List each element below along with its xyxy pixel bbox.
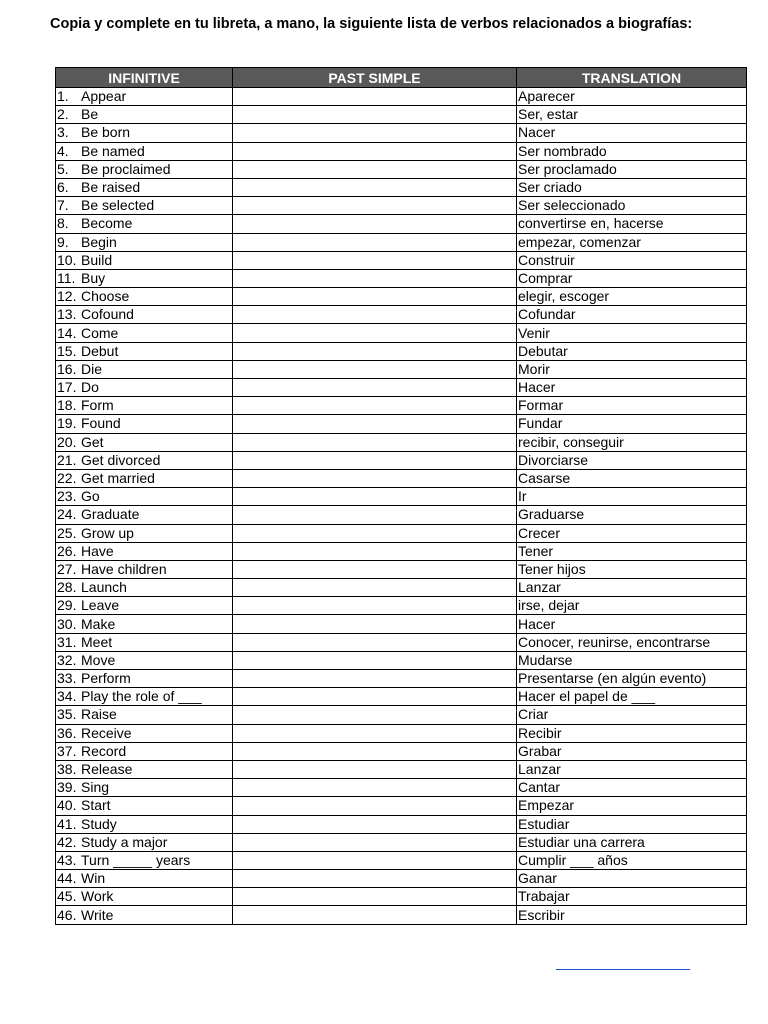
translation-cell: Grabar: [517, 742, 747, 760]
past-simple-cell: [233, 688, 517, 706]
row-number: 7.: [57, 197, 69, 214]
table-row: [56, 542, 747, 560]
table-row: [56, 615, 747, 633]
table-row: [56, 324, 747, 342]
row-number: 8.: [57, 215, 69, 232]
row-number: 32.: [57, 651, 77, 668]
row-number: 15.: [57, 342, 77, 359]
table-row: [56, 651, 747, 669]
infinitive-text: Be named: [81, 142, 145, 159]
row-number: 44.: [57, 870, 77, 887]
infinitive-text: Write: [81, 906, 114, 923]
infinitive-text: Make: [81, 615, 116, 632]
row-number: 19.: [57, 415, 77, 432]
past-simple-cell: [233, 142, 517, 160]
past-simple-cell: [233, 760, 517, 778]
translation-cell: Fundar: [517, 415, 747, 433]
table-row: [56, 670, 747, 688]
translation-cell: Aparecer: [517, 88, 747, 106]
past-simple-cell: [233, 469, 517, 487]
past-simple-cell: [233, 360, 517, 378]
infinitive-text: Start: [81, 797, 111, 814]
infinitive-cell: [56, 160, 233, 178]
header-translation: TRANSLATION: [517, 68, 747, 88]
row-number: 34.: [57, 688, 77, 705]
past-simple-cell: [233, 251, 517, 269]
table-row: [56, 906, 747, 924]
past-simple-cell: [233, 797, 517, 815]
past-simple-cell: [233, 288, 517, 306]
past-simple-cell: [233, 742, 517, 760]
infinitive-text: Leave: [81, 597, 120, 614]
infinitive-text: Do: [81, 379, 99, 396]
past-simple-cell: [233, 706, 517, 724]
translation-cell: Debutar: [517, 342, 747, 360]
table-row: [56, 142, 747, 160]
translation-cell: Trabajar: [517, 888, 747, 906]
row-number: 17.: [57, 379, 77, 396]
row-number: 24.: [57, 506, 77, 523]
row-number: 30.: [57, 615, 77, 632]
infinitive-cell: [56, 88, 233, 106]
table-row: [56, 560, 747, 578]
row-number: 9.: [57, 233, 69, 250]
infinitive-cell: [56, 706, 233, 724]
infinitive-text: Record: [81, 742, 127, 759]
past-simple-cell: [233, 597, 517, 615]
infinitive-cell: [56, 542, 233, 560]
infinitive-text: Debut: [81, 342, 119, 359]
translation-cell: Crecer: [517, 524, 747, 542]
row-number: 37.: [57, 742, 77, 759]
past-simple-cell: [233, 197, 517, 215]
instructions-text: Copia y complete en tu libreta, a mano, la siguiente lista de verbos relacionados a biografías:: [50, 16, 693, 32]
infinitive-cell: [56, 324, 233, 342]
infinitive-text: Move: [81, 651, 116, 668]
infinitive-text: Get married: [81, 470, 155, 487]
infinitive-text: Cofound: [81, 306, 134, 323]
infinitive-text: Study a major: [81, 833, 168, 850]
row-number: 28.: [57, 579, 77, 596]
infinitive-cell: [56, 651, 233, 669]
table-row: [56, 888, 747, 906]
past-simple-cell: [233, 506, 517, 524]
translation-cell: Hacer: [517, 615, 747, 633]
infinitive-cell: [56, 342, 233, 360]
past-simple-cell: [233, 106, 517, 124]
translation-cell: Empezar: [517, 797, 747, 815]
infinitive-text: Be selected: [81, 197, 155, 214]
table-row: [56, 251, 747, 269]
infinitive-cell: [56, 742, 233, 760]
row-number: 3.: [57, 124, 69, 141]
past-simple-cell: [233, 615, 517, 633]
past-simple-cell: [233, 906, 517, 924]
table-row: [56, 215, 747, 233]
translation-cell: Escribir: [517, 906, 747, 924]
infinitive-cell: [56, 906, 233, 924]
infinitive-cell: [56, 760, 233, 778]
row-number: 23.: [57, 488, 77, 505]
footer-link-underline[interactable]: [556, 969, 690, 970]
row-number: 40.: [57, 797, 77, 814]
infinitive-cell: [56, 506, 233, 524]
translation-cell: Estudiar: [517, 815, 747, 833]
infinitive-cell: [56, 433, 233, 451]
infinitive-text: Begin: [81, 233, 117, 250]
table-row: [56, 524, 747, 542]
infinitive-text: Buy: [81, 269, 106, 286]
table-row: [56, 269, 747, 287]
translation-cell: Morir: [517, 360, 747, 378]
past-simple-cell: [233, 178, 517, 196]
infinitive-text: Grow up: [81, 524, 134, 541]
row-number: 12.: [57, 288, 77, 305]
table-row: [56, 797, 747, 815]
row-number: 21.: [57, 451, 77, 468]
row-number: 2.: [57, 106, 69, 123]
table-row: [56, 579, 747, 597]
past-simple-cell: [233, 233, 517, 251]
table-row: [56, 488, 747, 506]
infinitive-text: Get: [81, 433, 104, 450]
table-row: [56, 870, 747, 888]
infinitive-text: Perform: [81, 670, 131, 687]
infinitive-cell: [56, 469, 233, 487]
verb-table: [55, 67, 747, 925]
translation-cell: Conocer, reunirse, encontrarse: [517, 633, 747, 651]
infinitive-cell: [56, 215, 233, 233]
past-simple-cell: [233, 724, 517, 742]
infinitive-text: Be raised: [81, 179, 141, 196]
row-number: 31.: [57, 633, 77, 650]
past-simple-cell: [233, 433, 517, 451]
past-simple-cell: [233, 651, 517, 669]
translation-cell: Nacer: [517, 124, 747, 142]
translation-cell: convertirse en, hacerse: [517, 215, 747, 233]
table-row: [56, 360, 747, 378]
row-number: 13.: [57, 306, 77, 323]
infinitive-cell: [56, 306, 233, 324]
past-simple-cell: [233, 215, 517, 233]
translation-cell: Recibir: [517, 724, 747, 742]
infinitive-text: Graduate: [81, 506, 140, 523]
infinitive-text: Be proclaimed: [81, 160, 171, 177]
infinitive-cell: [56, 178, 233, 196]
infinitive-cell: [56, 579, 233, 597]
table-body: [56, 88, 747, 925]
row-number: 6.: [57, 179, 69, 196]
infinitive-text: Choose: [81, 288, 130, 305]
row-number: 41.: [57, 815, 77, 832]
row-number: 14.: [57, 324, 77, 341]
table-row: [56, 124, 747, 142]
past-simple-cell: [233, 415, 517, 433]
infinitive-cell: [56, 197, 233, 215]
infinitive-cell: [56, 779, 233, 797]
translation-cell: Venir: [517, 324, 747, 342]
translation-cell: empezar, comenzar: [517, 233, 747, 251]
infinitive-text: Build: [81, 251, 113, 268]
infinitive-cell: [56, 815, 233, 833]
infinitive-text: Form: [81, 397, 114, 414]
past-simple-cell: [233, 815, 517, 833]
row-number: 33.: [57, 670, 77, 687]
infinitive-cell: [56, 797, 233, 815]
row-number: 4.: [57, 142, 69, 159]
infinitive-cell: [56, 488, 233, 506]
infinitive-cell: [56, 360, 233, 378]
row-number: 29.: [57, 597, 77, 614]
infinitive-cell: [56, 851, 233, 869]
row-number: 16.: [57, 360, 77, 377]
translation-cell: Cumplir ___ años: [517, 851, 747, 869]
translation-cell: Ser, estar: [517, 106, 747, 124]
past-simple-cell: [233, 342, 517, 360]
past-simple-cell: [233, 397, 517, 415]
row-number: 43.: [57, 851, 77, 868]
past-simple-cell: [233, 379, 517, 397]
infinitive-text: Launch: [81, 579, 127, 596]
row-number: 20.: [57, 433, 77, 450]
infinitive-text: Go: [81, 488, 100, 505]
table-row: [56, 197, 747, 215]
translation-cell: Divorciarse: [517, 451, 747, 469]
translation-cell: Lanzar: [517, 579, 747, 597]
translation-cell: elegir, escoger: [517, 288, 747, 306]
past-simple-cell: [233, 524, 517, 542]
row-number: 10.: [57, 251, 77, 268]
table-row: [56, 760, 747, 778]
translation-cell: irse, dejar: [517, 597, 747, 615]
table-row: [56, 288, 747, 306]
translation-cell: Ser nombrado: [517, 142, 747, 160]
translation-cell: Tener hijos: [517, 560, 747, 578]
translation-cell: recibir, conseguir: [517, 433, 747, 451]
past-simple-cell: [233, 269, 517, 287]
row-number: 38.: [57, 761, 77, 778]
table-row: [56, 688, 747, 706]
past-simple-cell: [233, 888, 517, 906]
infinitive-cell: [56, 724, 233, 742]
row-number: 45.: [57, 888, 77, 905]
table-row: [56, 306, 747, 324]
infinitive-text: Release: [81, 761, 133, 778]
translation-cell: Hacer: [517, 379, 747, 397]
infinitive-text: Die: [81, 360, 103, 377]
past-simple-cell: [233, 670, 517, 688]
translation-cell: Ser proclamado: [517, 160, 747, 178]
past-simple-cell: [233, 633, 517, 651]
table-row: [56, 342, 747, 360]
table-row: [56, 415, 747, 433]
past-simple-cell: [233, 488, 517, 506]
infinitive-cell: [56, 615, 233, 633]
translation-cell: Construir: [517, 251, 747, 269]
past-simple-cell: [233, 833, 517, 851]
infinitive-cell: [56, 833, 233, 851]
infinitive-cell: [56, 888, 233, 906]
infinitive-text: Get divorced: [81, 451, 161, 468]
translation-cell: Cofundar: [517, 306, 747, 324]
infinitive-text: Be: [81, 106, 99, 123]
past-simple-cell: [233, 779, 517, 797]
infinitive-text: Come: [81, 324, 119, 341]
table-row: [56, 88, 747, 106]
infinitive-cell: [56, 633, 233, 651]
infinitive-cell: [56, 142, 233, 160]
infinitive-cell: [56, 870, 233, 888]
infinitive-cell: [56, 269, 233, 287]
translation-cell: Ser criado: [517, 178, 747, 196]
table-row: [56, 178, 747, 196]
table-row: [56, 633, 747, 651]
row-number: 39.: [57, 779, 77, 796]
table-row: [56, 233, 747, 251]
past-simple-cell: [233, 451, 517, 469]
row-number: 36.: [57, 724, 77, 741]
row-number: 35.: [57, 706, 77, 723]
row-number: 18.: [57, 397, 77, 414]
infinitive-text: Have children: [81, 560, 167, 577]
row-number: 26.: [57, 542, 77, 559]
row-number: 27.: [57, 560, 77, 577]
table-row: [56, 397, 747, 415]
infinitive-cell: [56, 524, 233, 542]
infinitive-text: Work: [81, 888, 114, 905]
infinitive-cell: [56, 560, 233, 578]
table-row: [56, 597, 747, 615]
translation-cell: Formar: [517, 397, 747, 415]
translation-cell: Ganar: [517, 870, 747, 888]
translation-cell: Estudiar una carrera: [517, 833, 747, 851]
table-row: [56, 506, 747, 524]
translation-cell: Criar: [517, 706, 747, 724]
past-simple-cell: [233, 324, 517, 342]
table-row: [56, 160, 747, 178]
past-simple-cell: [233, 306, 517, 324]
table-row: [56, 815, 747, 833]
table-row: [56, 724, 747, 742]
infinitive-cell: [56, 124, 233, 142]
translation-cell: Cantar: [517, 779, 747, 797]
row-number: 42.: [57, 833, 77, 850]
infinitive-cell: [56, 688, 233, 706]
past-simple-cell: [233, 579, 517, 597]
translation-cell: Mudarse: [517, 651, 747, 669]
table-row: [56, 433, 747, 451]
infinitive-text: Play the role of ___: [81, 688, 202, 705]
infinitive-text: Turn _____ years: [81, 851, 191, 868]
past-simple-cell: [233, 124, 517, 142]
infinitive-cell: [56, 415, 233, 433]
header-infinitive: INFINITIVE: [56, 68, 233, 88]
infinitive-cell: [56, 379, 233, 397]
translation-cell: Presentarse (en algún evento): [517, 670, 747, 688]
row-number: 1.: [57, 88, 69, 105]
row-number: 22.: [57, 470, 77, 487]
table-row: [56, 742, 747, 760]
infinitive-text: Be born: [81, 124, 131, 141]
infinitive-text: Appear: [81, 88, 127, 105]
infinitive-text: Sing: [81, 779, 110, 796]
translation-cell: Lanzar: [517, 760, 747, 778]
infinitive-cell: [56, 597, 233, 615]
table-row: [56, 779, 747, 797]
translation-cell: Ir: [517, 488, 747, 506]
infinitive-text: Receive: [81, 724, 132, 741]
infinitive-text: Become: [81, 215, 133, 232]
translation-cell: Hacer el papel de ___: [517, 688, 747, 706]
infinitive-text: Have: [81, 542, 114, 559]
table-row: [56, 706, 747, 724]
row-number: 11.: [57, 269, 76, 286]
past-simple-cell: [233, 851, 517, 869]
infinitive-text: Win: [81, 870, 106, 887]
infinitive-cell: [56, 451, 233, 469]
past-simple-cell: [233, 542, 517, 560]
past-simple-cell: [233, 160, 517, 178]
infinitive-cell: [56, 233, 233, 251]
table-row: [56, 469, 747, 487]
translation-cell: Tener: [517, 542, 747, 560]
row-number: 5.: [57, 160, 69, 177]
translation-cell: Casarse: [517, 469, 747, 487]
header-past-simple: PAST SIMPLE: [233, 68, 517, 88]
row-number: 25.: [57, 524, 77, 541]
table-header-row: [56, 68, 747, 88]
past-simple-cell: [233, 870, 517, 888]
infinitive-text: Raise: [81, 706, 117, 723]
translation-cell: Graduarse: [517, 506, 747, 524]
infinitive-cell: [56, 670, 233, 688]
table-row: [56, 106, 747, 124]
infinitive-text: Study: [81, 815, 117, 832]
infinitive-cell: [56, 106, 233, 124]
translation-cell: Comprar: [517, 269, 747, 287]
infinitive-cell: [56, 397, 233, 415]
past-simple-cell: [233, 560, 517, 578]
table-row: [56, 851, 747, 869]
translation-cell: Ser seleccionado: [517, 197, 747, 215]
infinitive-cell: [56, 288, 233, 306]
table-row: [56, 451, 747, 469]
row-number: 46.: [57, 906, 77, 923]
infinitive-cell: [56, 251, 233, 269]
past-simple-cell: [233, 88, 517, 106]
table-row: [56, 379, 747, 397]
infinitive-text: Found: [81, 415, 121, 432]
infinitive-text: Meet: [81, 633, 113, 650]
table-row: [56, 833, 747, 851]
